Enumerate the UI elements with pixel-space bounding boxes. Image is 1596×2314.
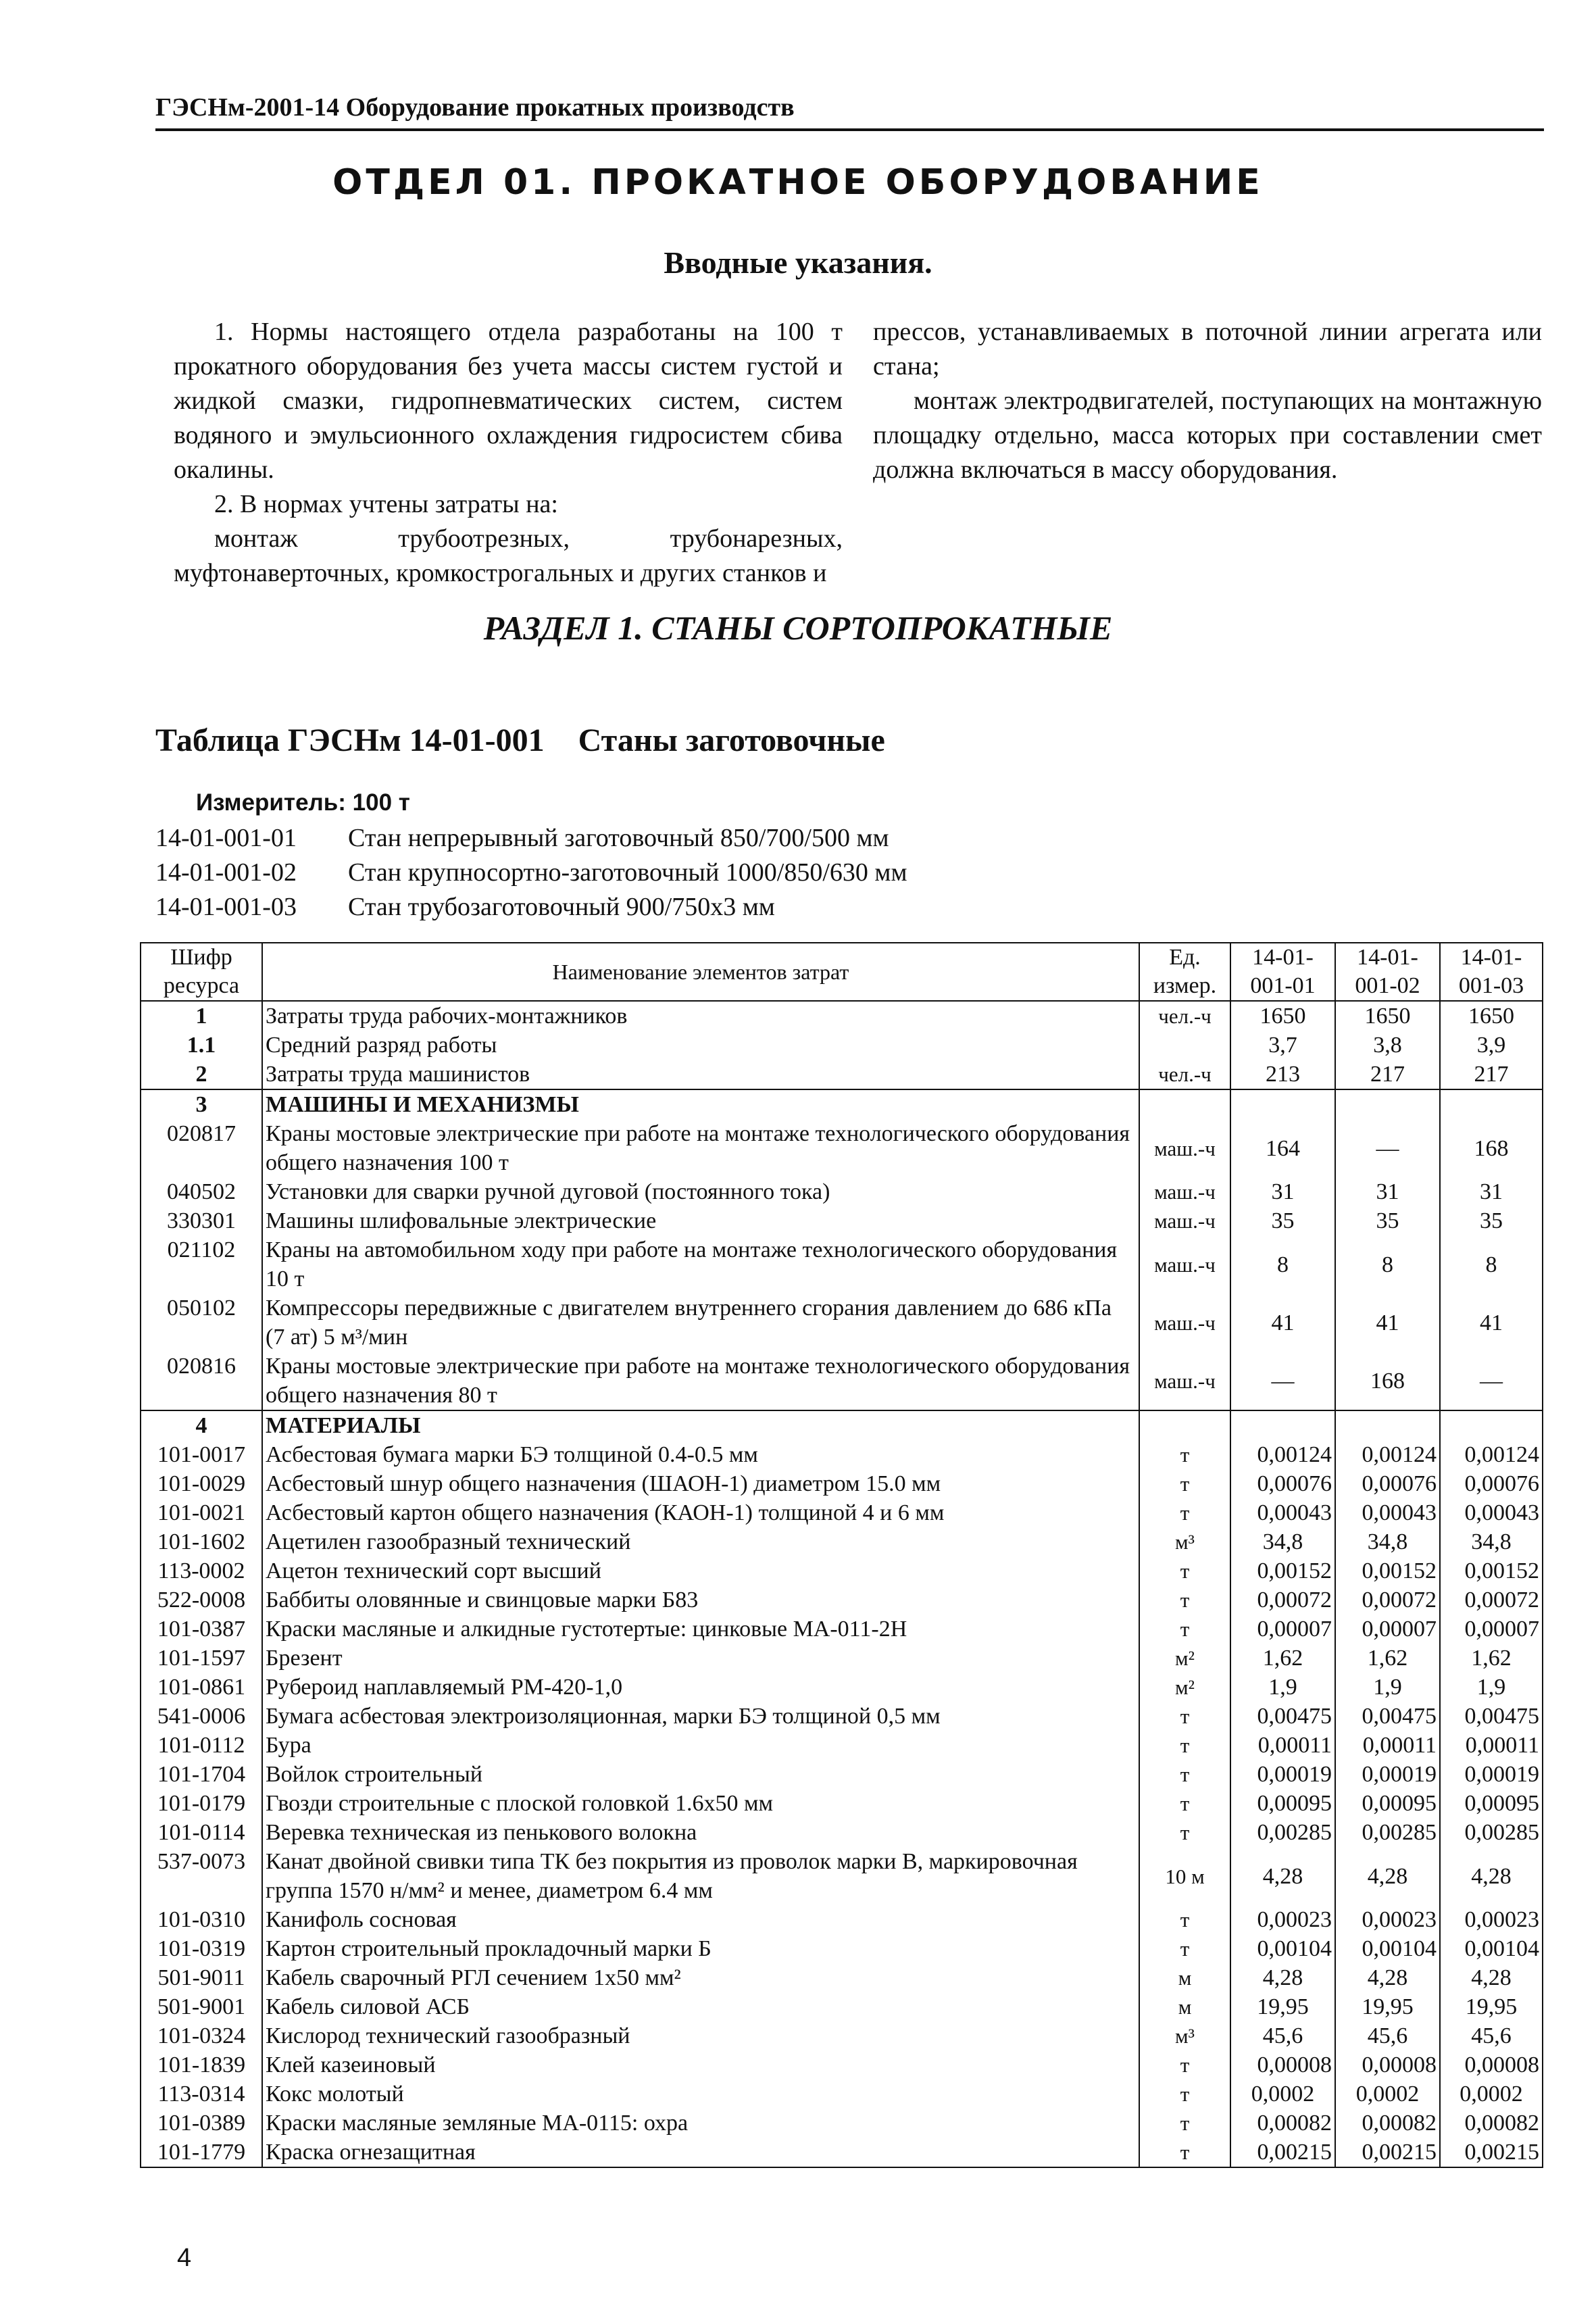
table-row — [141, 1352, 1543, 1410]
resource-code: 101-0021 — [141, 1498, 262, 1527]
table-row — [141, 1585, 1543, 1615]
value-14-01-001-01: 0,00082 — [1230, 2109, 1335, 2138]
value-14-01-001-03: 3,9 — [1440, 1031, 1543, 1060]
table-row — [141, 1527, 1543, 1556]
intro-paragraph: монтаж трубоотрезных, трубонарезных, муфтонаверточных, кромкострогальных и других станков и — [174, 524, 843, 587]
resource-unit: т — [1139, 1498, 1230, 1527]
value-14-01-001-03: 0,00152 — [1440, 1556, 1543, 1585]
value-14-01-001-03: 0,00095 — [1440, 1789, 1543, 1818]
resource-code: 537-0073 — [141, 1847, 262, 1905]
resource-name: Кабель сварочный РГЛ сечением 1х50 мм² — [262, 1963, 1139, 1992]
value-14-01-001-01: 0,00095 — [1230, 1789, 1335, 1818]
resource-code: 113-0314 — [141, 2079, 262, 2109]
table-row — [141, 1556, 1543, 1585]
intro-paragraph: монтаж электродвигателей, поступающих на монтажную площадку отдельно, масса которых при составлении смет должна включаться в массу оборудования. — [873, 387, 1542, 484]
resource-name: Асбестовая бумага марки БЭ толщиной 0.4-0.5 мм — [262, 1440, 1139, 1469]
resource-name: Кислород технический газообразный — [262, 2021, 1139, 2050]
resource-unit: маш.-ч — [1139, 1294, 1230, 1352]
resource-unit: т — [1139, 2138, 1230, 2167]
value-14-01-001-02: 4,28 — [1335, 1963, 1440, 1992]
value-14-01-001-03: 0,00215 — [1440, 2138, 1543, 2167]
resource-unit: маш.-ч — [1139, 1235, 1230, 1294]
resource-name: Асбестовый шнур общего назначения (ШАОН-1) диаметром 15.0 мм — [262, 1469, 1139, 1498]
resource-unit: т — [1139, 1731, 1230, 1760]
resource-code: 020817 — [141, 1119, 262, 1177]
resource-unit: т — [1139, 2079, 1230, 2109]
value-14-01-001-02: 1650 — [1335, 1001, 1440, 1031]
table-row — [141, 1847, 1543, 1905]
header-unit: Ед. измер. — [1139, 943, 1230, 1001]
resource-unit: т — [1139, 1905, 1230, 1934]
norm-code-item — [155, 890, 907, 925]
value-14-01-001-01: 0,00007 — [1230, 1615, 1335, 1644]
resource-name: Гвозди строительные с плоской головкой 1.6х50 мм — [262, 1789, 1139, 1818]
value-14-01-001-02: 0,00215 — [1335, 2138, 1440, 2167]
value-14-01-001-02: 0,00124 — [1335, 1440, 1440, 1469]
resource-unit: т — [1139, 2050, 1230, 2079]
resource-name: Краны на автомобильном ходу при работе на монтаже технологического оборудования 10 т — [262, 1235, 1139, 1294]
resource-name: Компрессоры передвижные с двигателем внутреннего сгорания давлением до 686 кПа (7 ат) 5 м³/мин — [262, 1294, 1139, 1352]
resource-name: Веревка техническая из пенькового волокна — [262, 1818, 1139, 1847]
resource-unit: маш.-ч — [1139, 1177, 1230, 1206]
norm-code: 14-01-001-02 — [155, 858, 297, 887]
resource-name: Краски масляные земляные МА-0115: охра — [262, 2109, 1139, 2138]
value-14-01-001-01: 45,6 — [1230, 2021, 1335, 2050]
value-14-01-001-03: 41 — [1440, 1294, 1543, 1352]
table-row — [141, 1934, 1543, 1963]
resource-name: Бумага асбестовая электроизоляционная, марки БЭ толщиной 0,5 мм — [262, 1702, 1139, 1731]
value-14-01-001-03: 31 — [1440, 1177, 1543, 1206]
value-14-01-001-01: 0,00124 — [1230, 1440, 1335, 1469]
header-col-2: 14-01-001-02 — [1335, 943, 1440, 1001]
table-row — [141, 1235, 1543, 1294]
value-14-01-001-01: 1650 — [1230, 1001, 1335, 1031]
value-14-01-001-02 — [1335, 1410, 1440, 1440]
resource-name: МАШИНЫ И МЕХАНИЗМЫ — [262, 1089, 1139, 1119]
value-14-01-001-02: 168 — [1335, 1352, 1440, 1410]
resource-name: Бура — [262, 1731, 1139, 1760]
resource-unit: т — [1139, 1934, 1230, 1963]
norm-code-list — [155, 821, 907, 925]
value-14-01-001-03: 19,95 — [1440, 1992, 1543, 2021]
value-14-01-001-03: 217 — [1440, 1060, 1543, 1089]
value-14-01-001-01: 0,00475 — [1230, 1702, 1335, 1731]
resource-name: Затраты труда рабочих-монтажников — [262, 1001, 1139, 1031]
value-14-01-001-01: 0,00019 — [1230, 1760, 1335, 1789]
table-row — [141, 1905, 1543, 1934]
resource-code: 2 — [141, 1060, 262, 1089]
value-14-01-001-02: 0,00019 — [1335, 1760, 1440, 1789]
table-row — [141, 1031, 1543, 1060]
table-header — [141, 943, 1543, 1001]
value-14-01-001-01: 0,00023 — [1230, 1905, 1335, 1934]
table-name: Станы заготовочные — [578, 722, 885, 758]
table-row — [141, 1206, 1543, 1235]
value-14-01-001-02: 3,8 — [1335, 1031, 1440, 1060]
norm-description: Стан крупносортно-заготовочный 1000/850/630 мм — [348, 858, 907, 887]
resource-unit: маш.-ч — [1139, 1206, 1230, 1235]
resource-name: Ацетон технический сорт высший — [262, 1556, 1139, 1585]
value-14-01-001-02: 1,62 — [1335, 1644, 1440, 1673]
resource-code: 113-0002 — [141, 1556, 262, 1585]
resource-name: Краны мостовые электрические при работе на монтаже технологического оборудования общего назначения 100 т — [262, 1119, 1139, 1177]
table-row — [141, 1789, 1543, 1818]
resource-name: Краска огнезащитная — [262, 2138, 1139, 2167]
value-14-01-001-03: 34,8 — [1440, 1527, 1543, 1556]
resource-code: 101-1839 — [141, 2050, 262, 2079]
intro-paragraph: 2. В нормах учтены затраты на: — [214, 490, 558, 518]
resource-unit: м² — [1139, 1673, 1230, 1702]
value-14-01-001-01: 0,00043 — [1230, 1498, 1335, 1527]
value-14-01-001-02: 0,00152 — [1335, 1556, 1440, 1585]
table-row — [141, 1615, 1543, 1644]
table-row — [141, 1644, 1543, 1673]
table-number: Таблица ГЭСНм 14-01-001 — [155, 722, 545, 758]
value-14-01-001-01: 4,28 — [1230, 1847, 1335, 1905]
resource-name: Клей казеиновый — [262, 2050, 1139, 2079]
value-14-01-001-01: 0,00008 — [1230, 2050, 1335, 2079]
value-14-01-001-03: 0,00019 — [1440, 1760, 1543, 1789]
resource-code: 101-0389 — [141, 2109, 262, 2138]
resource-name: Затраты труда машинистов — [262, 1060, 1139, 1089]
value-14-01-001-02: 0,00007 — [1335, 1615, 1440, 1644]
resource-name: Кабель силовой АСБ — [262, 1992, 1139, 2021]
resource-code: 1 — [141, 1001, 262, 1031]
resource-unit: т — [1139, 2109, 1230, 2138]
header-name: Наименование элементов затрат — [262, 943, 1139, 1001]
value-14-01-001-01: 19,95 — [1230, 1992, 1335, 2021]
resource-unit: м³ — [1139, 1527, 1230, 1556]
table-header-row — [141, 943, 1543, 1001]
value-14-01-001-03: 1,9 — [1440, 1673, 1543, 1702]
resource-name: Краски масляные и алкидные густотертые: цинковые МА-011-2Н — [262, 1615, 1139, 1644]
intro-left-column — [174, 315, 843, 591]
resource-name: Установки для сварки ручной дуговой (постоянного тока) — [262, 1177, 1139, 1206]
value-14-01-001-03: 0,00285 — [1440, 1818, 1543, 1847]
resource-unit: т — [1139, 1556, 1230, 1585]
resource-unit — [1139, 1089, 1230, 1119]
resource-code: 020816 — [141, 1352, 262, 1410]
value-14-01-001-03: 0,00124 — [1440, 1440, 1543, 1469]
value-14-01-001-02: 1,9 — [1335, 1673, 1440, 1702]
resource-unit: т — [1139, 1440, 1230, 1469]
resource-code: 501-9001 — [141, 1992, 262, 2021]
resource-code: 101-0112 — [141, 1731, 262, 1760]
value-14-01-001-01: 4,28 — [1230, 1963, 1335, 1992]
value-14-01-001-02: 0,00072 — [1335, 1585, 1440, 1615]
value-14-01-001-03: 45,6 — [1440, 2021, 1543, 2050]
value-14-01-001-02: — — [1335, 1119, 1440, 1177]
norm-description: Стан непрерывный заготовочный 850/700/500 мм — [348, 824, 889, 852]
norm-code-item — [155, 856, 907, 890]
resource-unit: т — [1139, 1585, 1230, 1615]
resource-name: Картон строительный прокладочный марки Б — [262, 1934, 1139, 1963]
value-14-01-001-03: 0,00076 — [1440, 1469, 1543, 1498]
resource-code: 101-0861 — [141, 1673, 262, 1702]
resource-name: Брезент — [262, 1644, 1139, 1673]
resource-name: Канифоль сосновая — [262, 1905, 1139, 1934]
running-header: ГЭСНм-2001-14 Оборудование прокатных производств — [155, 93, 795, 122]
value-14-01-001-01: 0,00072 — [1230, 1585, 1335, 1615]
value-14-01-001-01: 0,00076 — [1230, 1469, 1335, 1498]
value-14-01-001-01: 1,62 — [1230, 1644, 1335, 1673]
table-row — [141, 2138, 1543, 2167]
value-14-01-001-01: — — [1230, 1352, 1335, 1410]
resource-unit: т — [1139, 1760, 1230, 1789]
table-title — [155, 722, 885, 759]
resource-code: 1.1 — [141, 1031, 262, 1060]
value-14-01-001-03: — — [1440, 1352, 1543, 1410]
resource-unit — [1139, 1031, 1230, 1060]
norm-description: Стан трубозаготовочный 900/750х3 мм — [348, 893, 775, 921]
value-14-01-001-02: 35 — [1335, 1206, 1440, 1235]
resource-name: Кокс молотый — [262, 2079, 1139, 2109]
value-14-01-001-02: 41 — [1335, 1294, 1440, 1352]
value-14-01-001-03: 0,00011 — [1440, 1731, 1543, 1760]
value-14-01-001-01: 164 — [1230, 1119, 1335, 1177]
value-14-01-001-03: 1,62 — [1440, 1644, 1543, 1673]
table-row — [141, 1294, 1543, 1352]
table-row — [141, 1498, 1543, 1527]
value-14-01-001-03: 0,00023 — [1440, 1905, 1543, 1934]
intro-paragraph: 1. Нормы настоящего отдела разработаны на 100 т прокатного оборудования без учета массы систем густой и жидкой смазки, гидропневматических систем, систем водяного и эмульсионного охлаждения гидросистем сбива окалины. — [174, 318, 843, 484]
resource-name: Канат двойной свивки типа ТК без покрытия из проволок марки В, маркировочная группа 1570 н/мм² и менее, диаметром 6.4 мм — [262, 1847, 1139, 1905]
resource-code: 541-0006 — [141, 1702, 262, 1731]
table-row — [141, 1963, 1543, 1992]
header-rule — [155, 128, 1544, 131]
resource-code: 101-1704 — [141, 1760, 262, 1789]
intro-paragraph: прессов, устанавливаемых в поточной линии агрегата или стана; — [873, 318, 1542, 380]
value-14-01-001-02: 0,00082 — [1335, 2109, 1440, 2138]
table-row — [141, 2050, 1543, 2079]
value-14-01-001-01 — [1230, 1089, 1335, 1119]
value-14-01-001-01: 1,9 — [1230, 1673, 1335, 1702]
value-14-01-001-03: 1650 — [1440, 1001, 1543, 1031]
table-body — [141, 1001, 1543, 2167]
page-number: 4 — [177, 2244, 192, 2272]
resource-code: 101-0029 — [141, 1469, 262, 1498]
resource-unit: 10 м — [1139, 1847, 1230, 1905]
resource-code: 101-1602 — [141, 1527, 262, 1556]
value-14-01-001-01: 213 — [1230, 1060, 1335, 1089]
department-title: ОТДЕЛ 01. ПРОКАТНОЕ ОБОРУДОВАНИЕ — [332, 162, 1264, 203]
value-14-01-001-01: 41 — [1230, 1294, 1335, 1352]
norm-code: 14-01-001-03 — [155, 893, 297, 921]
resource-name: Краны мостовые электрические при работе на монтаже технологического оборудования общего назначения 80 т — [262, 1352, 1139, 1410]
value-14-01-001-03: 0,00475 — [1440, 1702, 1543, 1731]
table-row — [141, 1119, 1543, 1177]
resource-name: Ацетилен газообразный технический — [262, 1527, 1139, 1556]
value-14-01-001-01: 34,8 — [1230, 1527, 1335, 1556]
resource-code: 101-0319 — [141, 1934, 262, 1963]
resource-unit: т — [1139, 1818, 1230, 1847]
header-code: Шифр ресурса — [141, 943, 262, 1001]
measure-unit: Измеритель: 100 т — [196, 789, 410, 816]
value-14-01-001-02: 0,00043 — [1335, 1498, 1440, 1527]
value-14-01-001-02: 19,95 — [1335, 1992, 1440, 2021]
resource-name: МАТЕРИАЛЫ — [262, 1410, 1139, 1440]
table-group-row — [141, 1410, 1543, 1440]
resource-name: Войлок строительный — [262, 1760, 1139, 1789]
resource-code: 4 — [141, 1410, 262, 1440]
value-14-01-001-03: 4,28 — [1440, 1963, 1543, 1992]
table-row — [141, 1469, 1543, 1498]
value-14-01-001-03: 0,00104 — [1440, 1934, 1543, 1963]
table-row — [141, 2109, 1543, 2138]
resource-code: 021102 — [141, 1235, 262, 1294]
resource-code: 522-0008 — [141, 1585, 262, 1615]
resource-unit: маш.-ч — [1139, 1119, 1230, 1177]
value-14-01-001-02 — [1335, 1089, 1440, 1119]
resource-unit: м — [1139, 1992, 1230, 2021]
value-14-01-001-02: 0,00104 — [1335, 1934, 1440, 1963]
resource-code: 101-0310 — [141, 1905, 262, 1934]
resource-unit: т — [1139, 1702, 1230, 1731]
resource-unit: маш.-ч — [1139, 1352, 1230, 1410]
value-14-01-001-03 — [1440, 1089, 1543, 1119]
resource-code: 3 — [141, 1089, 262, 1119]
intro-heading: Вводные указания. — [664, 245, 932, 280]
value-14-01-001-03: 0,00072 — [1440, 1585, 1543, 1615]
table-row — [141, 1731, 1543, 1760]
resource-code: 101-0324 — [141, 2021, 262, 2050]
value-14-01-001-02: 0,00008 — [1335, 2050, 1440, 2079]
resource-code: 050102 — [141, 1294, 262, 1352]
value-14-01-001-02: 0,00011 — [1335, 1731, 1440, 1760]
table-row — [141, 1818, 1543, 1847]
resource-unit: чел.-ч — [1139, 1060, 1230, 1089]
value-14-01-001-03: 168 — [1440, 1119, 1543, 1177]
value-14-01-001-02: 217 — [1335, 1060, 1440, 1089]
value-14-01-001-02: 0,00475 — [1335, 1702, 1440, 1731]
table-row — [141, 1702, 1543, 1731]
value-14-01-001-02: 0,00023 — [1335, 1905, 1440, 1934]
resource-unit: чел.-ч — [1139, 1001, 1230, 1031]
resource-name: Баббиты оловянные и свинцовые марки Б83 — [262, 1585, 1139, 1615]
value-14-01-001-02: 4,28 — [1335, 1847, 1440, 1905]
table-row — [141, 2079, 1543, 2109]
value-14-01-001-02: 0,00285 — [1335, 1818, 1440, 1847]
table-row — [141, 2021, 1543, 2050]
value-14-01-001-03 — [1440, 1410, 1543, 1440]
table-row — [141, 1001, 1543, 1031]
value-14-01-001-03: 8 — [1440, 1235, 1543, 1294]
table-row — [141, 1760, 1543, 1789]
resource-unit: м — [1139, 1963, 1230, 1992]
table-row — [141, 1177, 1543, 1206]
resource-unit: т — [1139, 1469, 1230, 1498]
section-title: РАЗДЕЛ 1. СТАНЫ СОРТОПРОКАТНЫЕ — [483, 609, 1113, 647]
value-14-01-001-02: 34,8 — [1335, 1527, 1440, 1556]
resource-code: 101-0387 — [141, 1615, 262, 1644]
value-14-01-001-03: 0,00008 — [1440, 2050, 1543, 2079]
resource-code: 101-0017 — [141, 1440, 262, 1469]
resource-table — [140, 942, 1543, 2168]
value-14-01-001-03: 0,00043 — [1440, 1498, 1543, 1527]
header-col-3: 14-01-001-03 — [1440, 943, 1543, 1001]
header-col-1: 14-01-001-01 — [1230, 943, 1335, 1001]
value-14-01-001-01: 0,00285 — [1230, 1818, 1335, 1847]
value-14-01-001-02: 45,6 — [1335, 2021, 1440, 2050]
resource-unit: м³ — [1139, 2021, 1230, 2050]
value-14-01-001-01: 0,0002 — [1230, 2079, 1335, 2109]
resource-code: 501-9011 — [141, 1963, 262, 1992]
value-14-01-001-01: 31 — [1230, 1177, 1335, 1206]
resource-unit — [1139, 1410, 1230, 1440]
value-14-01-001-01: 0,00152 — [1230, 1556, 1335, 1585]
value-14-01-001-02: 31 — [1335, 1177, 1440, 1206]
value-14-01-001-03: 0,0002 — [1440, 2079, 1543, 2109]
value-14-01-001-01: 3,7 — [1230, 1031, 1335, 1060]
intro-right-column — [873, 315, 1542, 487]
resource-code: 101-0114 — [141, 1818, 262, 1847]
value-14-01-001-02: 0,00076 — [1335, 1469, 1440, 1498]
table-row — [141, 1440, 1543, 1469]
value-14-01-001-01 — [1230, 1410, 1335, 1440]
resource-code: 040502 — [141, 1177, 262, 1206]
norm-code-item — [155, 821, 907, 856]
table-row — [141, 1673, 1543, 1702]
resource-name: Асбестовый картон общего назначения (КАОН-1) толщиной 4 и 6 мм — [262, 1498, 1139, 1527]
value-14-01-001-02: 0,0002 — [1335, 2079, 1440, 2109]
value-14-01-001-01: 0,00215 — [1230, 2138, 1335, 2167]
resource-unit: т — [1139, 1615, 1230, 1644]
value-14-01-001-02: 8 — [1335, 1235, 1440, 1294]
resource-unit: м² — [1139, 1644, 1230, 1673]
value-14-01-001-03: 0,00082 — [1440, 2109, 1543, 2138]
value-14-01-001-01: 35 — [1230, 1206, 1335, 1235]
value-14-01-001-03: 4,28 — [1440, 1847, 1543, 1905]
resource-unit: т — [1139, 1789, 1230, 1818]
norm-code: 14-01-001-01 — [155, 824, 297, 852]
resource-code: 101-0179 — [141, 1789, 262, 1818]
resource-name: Рубероид наплавляемый РМ-420-1,0 — [262, 1673, 1139, 1702]
resource-code: 101-1779 — [141, 2138, 262, 2167]
table-row — [141, 1060, 1543, 1089]
value-14-01-001-01: 8 — [1230, 1235, 1335, 1294]
value-14-01-001-03: 0,00007 — [1440, 1615, 1543, 1644]
resource-name: Средний разряд работы — [262, 1031, 1139, 1060]
value-14-01-001-01: 0,00104 — [1230, 1934, 1335, 1963]
table-group-row — [141, 1089, 1543, 1119]
value-14-01-001-03: 35 — [1440, 1206, 1543, 1235]
table-row — [141, 1992, 1543, 2021]
resource-name: Машины шлифовальные электрические — [262, 1206, 1139, 1235]
value-14-01-001-02: 0,00095 — [1335, 1789, 1440, 1818]
value-14-01-001-01: 0,00011 — [1230, 1731, 1335, 1760]
resource-code: 330301 — [141, 1206, 262, 1235]
resource-code: 101-1597 — [141, 1644, 262, 1673]
